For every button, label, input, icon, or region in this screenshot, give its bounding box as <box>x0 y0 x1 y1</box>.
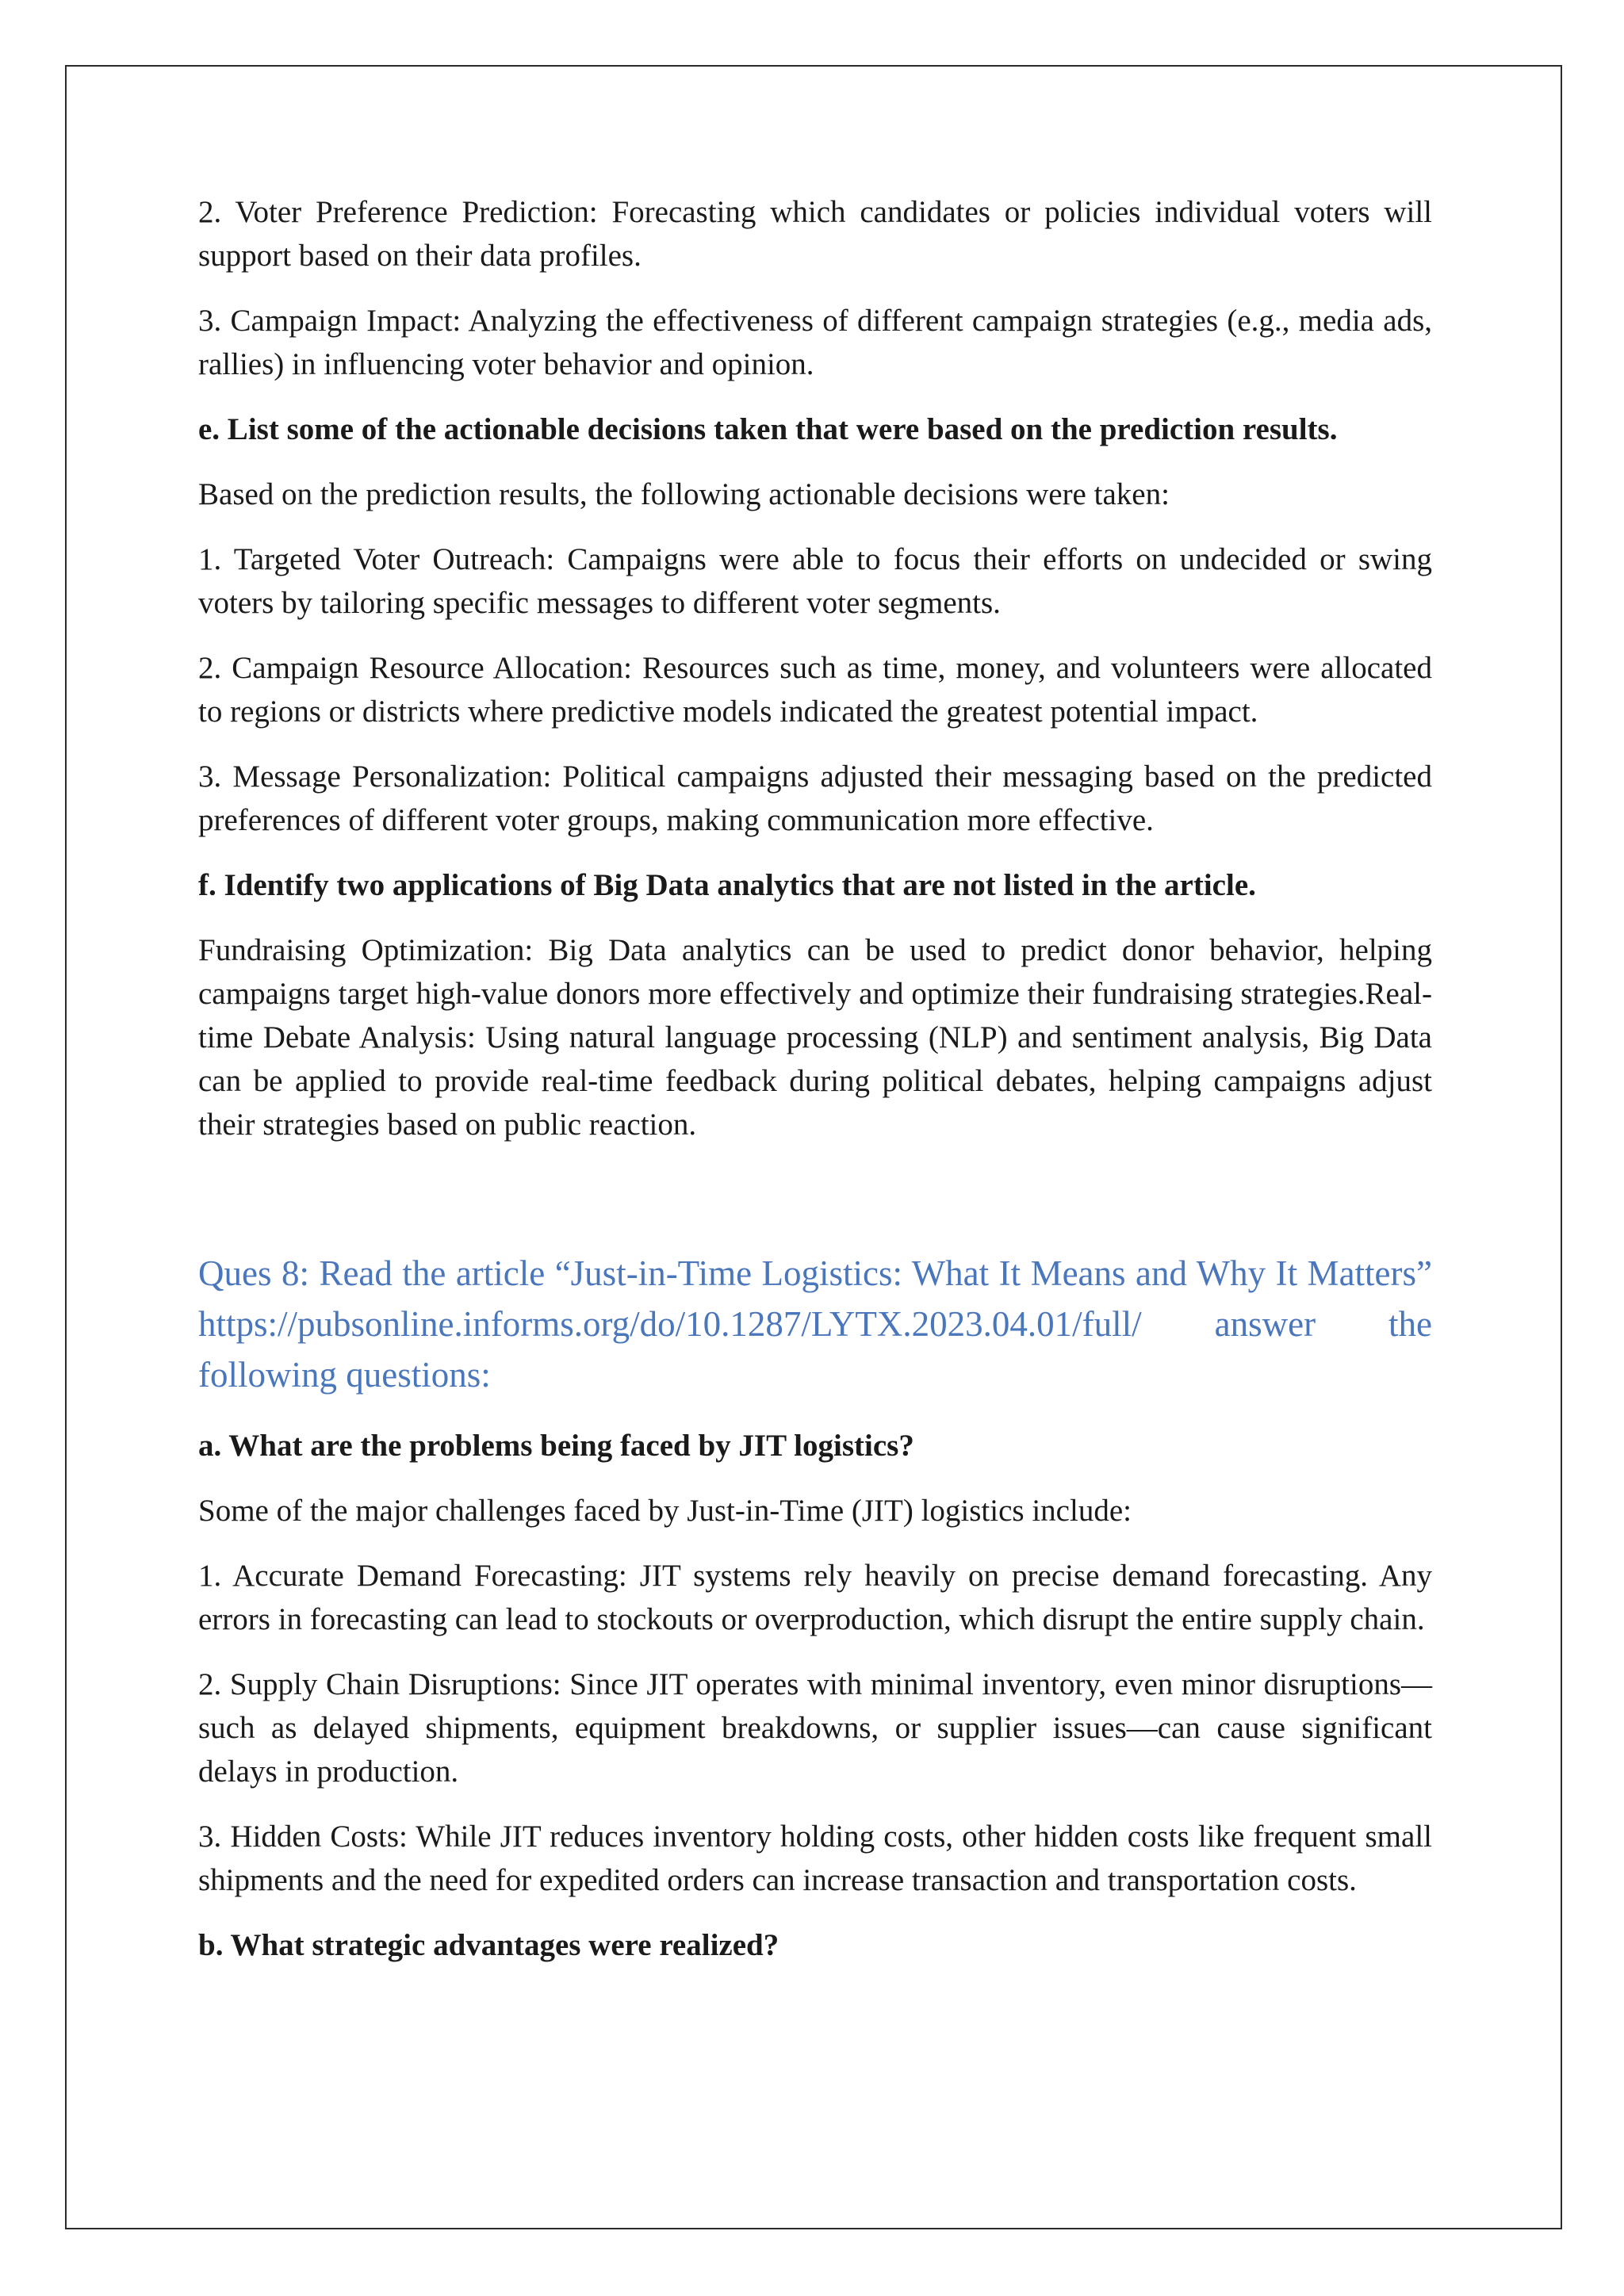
question-e-item: 2. Campaign Resource Allocation: Resources such as time, money, and volunteers were allocated to regions or districts where predictive models indicated the greatest potential impact. <box>198 651 1432 729</box>
question-e-item: 1. Targeted Voter Outreach: Campaigns were able to focus their efforts on undecided or swing voters by tailoring specific messages to different voter segments. <box>198 542 1432 620</box>
question-a-item: 2. Supply Chain Disruptions: Since JIT operates with minimal inventory, even minor disruptions—such as delayed shipments, equipment breakdowns, or supplier issues—can cause significant delays in production. <box>198 1667 1432 1789</box>
question-f-answer: Fundraising Optimization: Big Data analytics can be used to predict donor behavior, helping campaigns target high-value donors more effectively and optimize their fundraising strategies.Real-time Debate Analysis: Using natural language processing (NLP) and sentiment analysis, Big Data can be applied to provide real-time feedback during political debates, helping campaigns adjust their strategies based on public reaction. <box>198 933 1432 1142</box>
question-a-item: 3. Hidden Costs: While JIT reduces inventory holding costs, other hidden costs like frequent small shipments and the need for expedited orders can increase transaction and transportation costs. <box>198 1820 1432 1897</box>
question-e-item: 3. Message Personalization: Political campaigns adjusted their messaging based on the predicted preferences of different voter groups, making communication more effective. <box>198 760 1432 837</box>
document-body <box>198 190 1432 1988</box>
ques-8-title: Ques 8: Read the article “Just-in-Time Logistics: What It Means and Why It Matters” https://pubsonline.informs.org/do/10.1287/LYTX.2023.04.01/full/ answer the following questions: <box>198 1253 1432 1395</box>
question-e-heading: e. List some of the actionable decisions taken that were based on the prediction results. <box>198 412 1338 446</box>
question-f-heading: f. Identify two applications of Big Data analytics that are not listed in the article. <box>198 868 1256 902</box>
question-a-heading: a. What are the problems being faced by JIT logistics? <box>198 1429 914 1463</box>
paragraph-campaign-impact: 3. Campaign Impact: Analyzing the effectiveness of different campaign strategies (e.g., media ads, rallies) in influencing voter behavior and opinion. <box>198 304 1432 381</box>
question-b-heading: b. What strategic advantages were realized? <box>198 1928 779 1962</box>
question-a-intro: Some of the major challenges faced by Just-in-Time (JIT) logistics include: <box>198 1494 1132 1528</box>
question-e-intro: Based on the prediction results, the following actionable decisions were taken: <box>198 477 1170 511</box>
paragraph-voter-preference: 2. Voter Preference Prediction: Forecasting which candidates or policies individual voters will support based on their data profiles. <box>198 195 1432 273</box>
question-a-item: 1. Accurate Demand Forecasting: JIT systems rely heavily on precise demand forecasting. Any errors in forecasting can lead to stockouts or overproduction, which disrupt the entire supply chain. <box>198 1559 1432 1636</box>
